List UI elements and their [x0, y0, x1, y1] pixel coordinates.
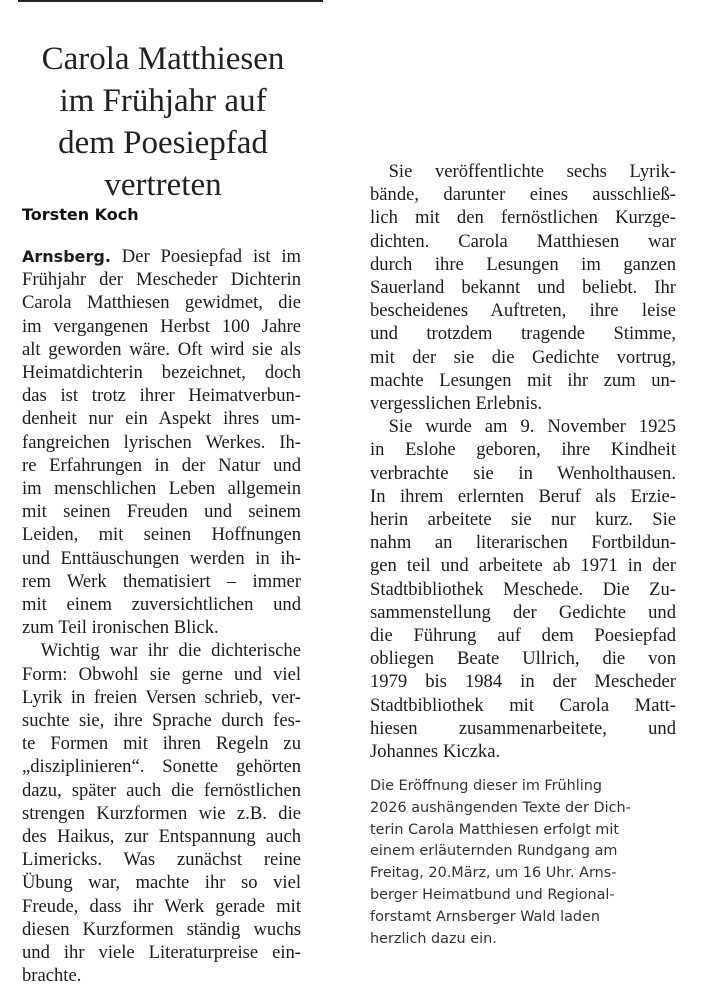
text-line: des Haikus, zur Entspannung auch — [22, 826, 301, 848]
text-line: rem Werk thematisiert – immer — [22, 570, 301, 592]
text-line: Sie wurde am 9. November 1925 — [370, 416, 676, 438]
text-line: und ihr viele Literaturpreise ein- — [22, 942, 301, 964]
text-line: strengen Kurzformen wie z.B. die — [22, 802, 301, 824]
text-line: herin arbeitete sie nur kurz. Sie — [370, 509, 676, 531]
text-line: Stadtbibliothek Meschede. Die Zu- — [370, 578, 676, 600]
headline-line: Carola Matthiesen — [41, 41, 285, 77]
text-line: nahm an literarischen Fortbildun- — [370, 532, 676, 554]
text-line: durch ihre Lesungen im ganzen — [370, 253, 676, 275]
text-line: lich mit den fernöstlichen Kurzge- — [370, 207, 676, 229]
text-line: Stadtbibliothek mit Carola Matt- — [370, 694, 676, 716]
text-line: Leiden, mit seinen Hoffnungen — [22, 524, 301, 546]
text-line: diesen Kurzformen ständig wuchs — [22, 918, 301, 940]
article-column-left — [22, 245, 301, 988]
text-line: die Führung auf dem Poesiepfad — [370, 625, 676, 647]
text-line: re Erfahrungen in der Natur und — [22, 454, 301, 476]
text-line: und trotzdem tragende Stimme, — [370, 323, 676, 345]
text-line: dazu, später auch die fernöstlichen — [22, 779, 301, 801]
text-line: 2026 aushängenden Texte der Dich- — [370, 799, 631, 816]
text-line: alt geworden wäre. Oft wird sie als — [22, 338, 301, 360]
text-line: Sauerland bekannt und beliebt. Ihr — [370, 277, 676, 299]
text-line: bände, darunter eines ausschließ- — [370, 184, 676, 206]
dateline: Arnsberg. — [22, 247, 111, 266]
text-line: herzlich dazu ein. — [370, 930, 497, 947]
text-line: einem erläuternden Rundgang am — [370, 843, 618, 860]
text-line: Johannes Kiczka. — [370, 741, 501, 763]
text-line: Freitag, 20.März, um 16 Uhr. Arns- — [370, 865, 617, 882]
text-line: bescheidenes Auftreten, ihre leise — [370, 300, 676, 322]
text-line: Freude, dass ihr Werk gerade mit — [22, 895, 301, 917]
text-line: terin Carola Matthiesen erfolgt mit — [370, 821, 619, 838]
text-line: zum Teil ironischen Blick. — [22, 617, 219, 639]
text-line: Form: Obwohl sie gerne und viel — [22, 663, 301, 685]
text-line: mit der sie die Gedichte vortrug, — [370, 346, 676, 368]
author-byline: Torsten Koch — [22, 205, 139, 224]
text-line: Übung war, machte ihr so viel — [22, 872, 301, 894]
text-line: gen teil und arbeitete ab 1971 in der — [370, 555, 676, 577]
text-line: machte Lesungen mit ihr zum un- — [370, 369, 676, 391]
text-line: te Formen mit ihren Regeln zu — [22, 733, 301, 755]
text-line: Heimatdichterin bezeichnet, doch — [22, 362, 301, 384]
text-line: Sie veröffentlichte sechs Lyrik- — [370, 161, 676, 182]
headline-line: dem Poesiepfad — [58, 125, 268, 161]
top-rule — [18, 0, 323, 2]
text-line: „disziplinieren“. Sonette gehörten — [22, 756, 301, 778]
text-line: obliegen Beate Ullrich, die von — [370, 648, 676, 670]
text-line: im menschlichen Leben allgemein — [22, 478, 301, 500]
text-line: forstamt Arnsberger Wald laden — [370, 908, 600, 925]
text-line: fangreichen lyrischen Werkes. Ih- — [22, 431, 301, 453]
text-line: suchte sie, ihre Sprache durch fes- — [22, 710, 301, 732]
text-line: berger Heimatbund und Regional- — [370, 886, 615, 903]
text-line: denheit nur ein Aspekt ihres um- — [22, 408, 301, 430]
headline-line: vertreten — [104, 167, 222, 203]
text-line: Arnsberg. Der Poesiepfad ist im — [22, 246, 301, 267]
event-info-box — [370, 776, 640, 950]
text-line: im vergangenen Herbst 100 Jahre — [22, 315, 301, 337]
text-line: hiesen zusammenarbeitete, und — [370, 717, 676, 739]
text-line: Die Eröffnung dieser im Frühling — [370, 778, 603, 794]
text-line: Limericks. Was zunächst reine — [22, 849, 301, 871]
text-line: vergesslichen Erlebnis. — [370, 393, 543, 415]
text-line: In ihrem erlernten Beruf als Erzie- — [370, 485, 676, 507]
headline-line: im Frühjahr auf — [59, 83, 267, 119]
text-line: Lyrik in freien Versen schrieb, ver- — [22, 686, 301, 708]
text-line: verbrachte sie in Wenholthausen. — [370, 462, 676, 484]
text-line: das ist trotz ihrer Heimatverbun- — [22, 385, 301, 407]
text-line: Carola Matthiesen gewidmet, die — [22, 292, 301, 314]
text-line: in Eslohe geboren, ihre Kindheit — [370, 439, 676, 461]
text-line: dichten. Carola Matthiesen war — [370, 230, 676, 252]
text-line: Frühjahr der Mescheder Dichterin — [22, 269, 301, 291]
text-line: mit einem zuversichtlichen und — [22, 594, 301, 616]
text-line: sammenstellung der Gedichte und — [370, 601, 676, 623]
text-line: mit seinen Freuden und seinem — [22, 501, 301, 523]
text-line: brachte. — [22, 965, 82, 987]
text-line: 1979 bis 1984 in der Mescheder — [370, 671, 676, 693]
text-line: Wichtig war ihr die dichterische — [22, 640, 301, 662]
article-column-right — [370, 160, 676, 763]
article-headline — [18, 38, 308, 206]
text-line: und Enttäuschungen werden in ih- — [22, 547, 301, 569]
